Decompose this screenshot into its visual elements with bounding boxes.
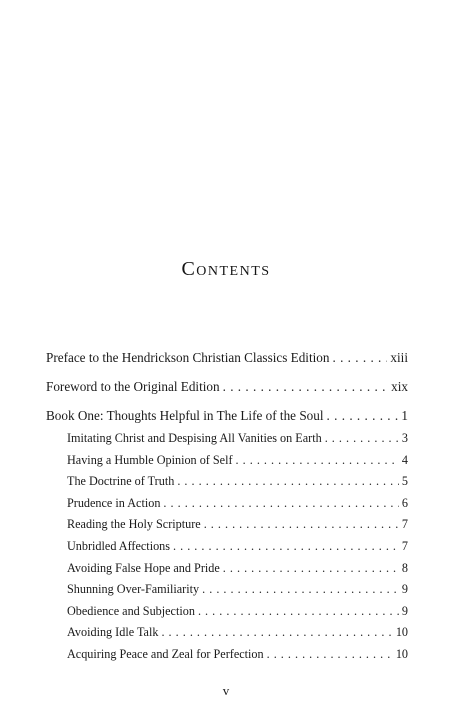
toc-entry-title: Preface to the Hendrickson Christian Classics Edition [46,350,330,365]
chapter-page: 4 [401,452,408,467]
chapter-title: Obedience and Subjection [67,603,195,618]
toc-entry-title: Book One: Thoughts Helpful in The Life of the Soul [46,408,324,423]
toc-chapter-entry[interactable] [46,536,408,558]
toc-chapter-entry[interactable] [46,601,408,623]
dot-leader [204,514,399,536]
chapter-title: Shunning Over-Familiarity [67,582,200,597]
toc-chapter-entry[interactable] [46,622,408,644]
toc-entry-book-one[interactable] [46,406,408,426]
dot-leader [236,450,399,472]
chapter-page: 9 [401,603,408,618]
toc-chapter-entry[interactable] [46,450,408,472]
toc-entry-preface[interactable] [46,348,408,368]
dot-leader [267,644,393,666]
dot-leader [332,348,387,368]
contents-heading: Contents [181,258,271,280]
dot-leader [202,579,399,601]
chapter-page: 10 [395,646,408,661]
dot-leader [198,601,399,623]
chapter-page: 7 [401,517,408,532]
chapter-title: Avoiding Idle Talk [67,625,159,640]
chapter-page: 7 [401,538,408,553]
chapter-page: 10 [395,625,408,640]
chapter-page: 5 [401,474,408,489]
chapter-page: 3 [401,431,408,445]
chapter-page: 6 [401,495,408,510]
toc-chapter-entry[interactable] [46,471,408,493]
toc-chapter-entry[interactable] [46,514,408,536]
toc-entry-page: xix [391,379,408,394]
chapter-page: 9 [401,582,408,597]
chapter-title: Imitating Christ and Despising All Vanities on Earth [67,431,322,445]
chapter-title: Prudence in Action [67,495,161,510]
dot-leader [161,622,392,644]
chapter-title: Unbridled Affections [67,538,171,553]
toc-chapter-entry[interactable] [46,579,408,601]
table-of-contents [46,348,408,666]
toc-chapter-entry[interactable] [46,644,408,666]
toc-entry-foreword[interactable] [46,377,408,397]
toc-entry-page: 1 [401,408,408,423]
dot-leader [177,471,399,493]
dot-leader [223,558,399,580]
dot-leader [325,428,399,450]
toc-chapter-entry[interactable] [46,558,408,580]
dot-leader [223,377,389,397]
toc-entry-page: xiii [390,350,408,365]
dot-leader [163,493,398,515]
chapter-title: Acquiring Peace and Zeal for Perfection [67,646,264,661]
toc-chapter-entry[interactable] [46,428,408,450]
toc-chapter-entry[interactable] [46,493,408,515]
chapter-page: 8 [401,560,408,575]
toc-entry-title: Foreword to the Original Edition [46,379,220,394]
dot-leader [173,536,399,558]
dot-leader [327,406,399,426]
chapter-title: Having a Humble Opinion of Self [67,452,233,467]
chapter-title: The Doctrine of Truth [67,474,175,489]
chapter-title: Reading the Holy Scripture [67,517,201,532]
page-folio: v [222,683,230,698]
chapter-title: Avoiding False Hope and Pride [67,560,220,575]
